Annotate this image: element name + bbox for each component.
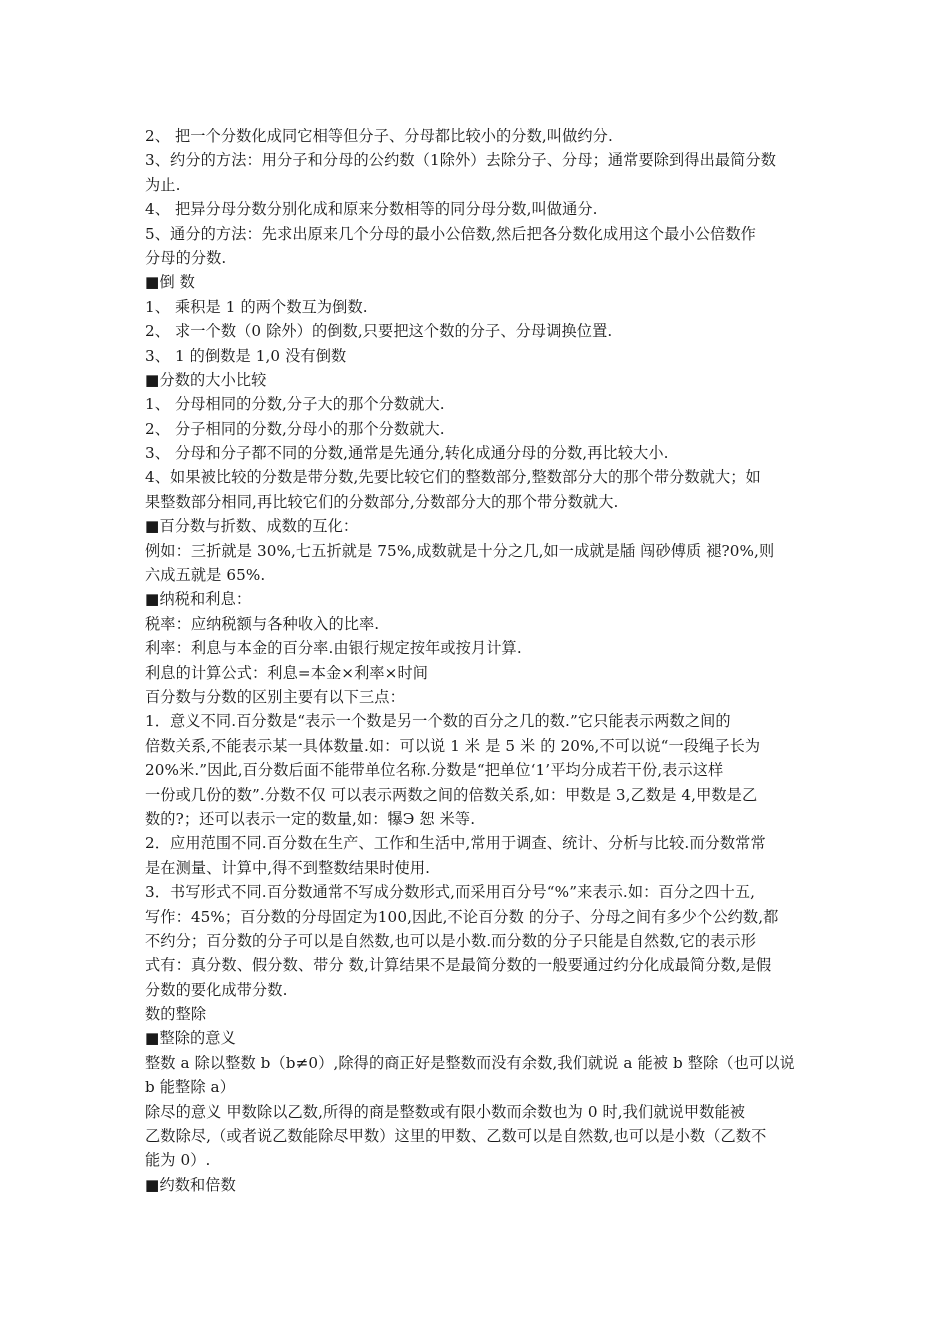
text-line: 数的?；还可以表示一定的数量,如：犦Э 恕 米等. — [145, 809, 476, 828]
text-line: 不约分；百分数的分子可以是自然数,也可以是小数.而分数的分子只能是自然数,它的表示形 — [145, 931, 756, 950]
text-line: 利息的计算公式：利息=本金×利率×时间 — [145, 663, 429, 682]
section-heading-divisibility: 数的整除 — [145, 1005, 207, 1024]
text-line: 分母的分数. — [145, 248, 227, 267]
text-line: 3、约分的方法：用分子和分母的公约数（1除外）去除分子、分母；通常要除到得出最简分数 — [145, 151, 777, 170]
text-line: 5、通分的方法：先求出原来几个分母的最小公倍数,然后把各分数化成用这个最小公倍数作 — [145, 224, 756, 243]
text-line: 税率：应纳税额与各种收入的比率. — [145, 614, 380, 633]
text-line: 倍数关系,不能表示某一具体数量.如：可以说 1 米 是 5 米 的 20%,不可以说“一段绳子长为 — [145, 736, 761, 755]
text-line: 分数的要化成带分数. — [145, 980, 288, 999]
text-line: 能为 0）. — [145, 1151, 211, 1170]
section-heading-tax-interest: ■纳税和利息： — [145, 590, 252, 609]
text-line: 2、 分子相同的分数,分母小的那个分数就大. — [145, 419, 445, 438]
text-line: 是在测量、计算中,得不到整数结果时使用. — [145, 858, 431, 877]
text-line: 例如：三折就是 30%,七五折就是 75%,成数就是十分之几,如一成就是牐 闯砂傅质 褪?0%,则 — [145, 541, 775, 560]
text-line: 利率：利息与本金的百分率.由银行规定按年或按月计算. — [145, 639, 522, 658]
text-line: 为止. — [145, 175, 181, 194]
text-line: 果整数部分相同,再比较它们的分数部分,分数部分大的那个带分数就大. — [145, 492, 619, 511]
section-heading-reciprocal: ■倒 数 — [145, 273, 195, 292]
text-line: 3、 分母和分子都不同的分数,通常是先通分,转化成通分母的分数,再比较大小. — [145, 444, 669, 463]
text-line: 4、如果被比较的分数是带分数,先要比较它们的整数部分,整数部分大的那个带分数就大；如 — [145, 468, 761, 487]
text-line: 整数 a 除以整数 b（b≠0）,除得的商正好是整数而没有余数,我们就说 a 能被 b 整除（也可以说 — [145, 1053, 795, 1072]
text-line: 2、 求一个数（0 除外）的倒数,只要把这个数的分子、分母调换位置. — [145, 322, 613, 341]
section-heading-fraction-comparison: ■分数的大小比较 — [145, 370, 267, 389]
text-line: 1、 乘积是 1 的两个数互为倒数. — [145, 297, 368, 316]
text-line: 20%米.”因此,百分数后面不能带单位名称.分数是“把单位‘1’平均分成若干份,表示这样 — [145, 761, 724, 780]
section-heading-factors-multiples: ■约数和倍数 — [145, 1175, 236, 1194]
text-line: 3．书写形式不同.百分数通常不写成分数形式,而采用百分号“%”来表示.如：百分之四十五, — [145, 883, 756, 902]
text-line: 写作：45%；百分数的分母固定为100,因此,不论百分数 的分子、分母之间有多少个公约数,都 — [145, 907, 779, 926]
text-line: 1、 分母相同的分数,分子大的那个分数就大. — [145, 395, 445, 414]
text-line: 3、 1 的倒数是 1,0 没有倒数 — [145, 346, 347, 365]
text-line: 1．意义不同.百分数是“表示一个数是另一个数的百分之几的数.”它只能表示两数之间的 — [145, 712, 731, 731]
text-line: 百分数与分数的区别主要有以下三点： — [145, 687, 405, 706]
text-line: 4、 把异分母分数分别化成和原来分数相等的同分母分数,叫做通分. — [145, 200, 598, 219]
section-heading-divisibility-meaning: ■整除的意义 — [145, 1029, 236, 1048]
text-line: 式有：真分数、假分数、带分 数,计算结果不是最简分数的一般要通过约分化成最简分数,是假 — [145, 956, 772, 975]
text-line: b 能整除 a） — [145, 1078, 235, 1097]
text-line: 2．应用范围不同.百分数在生产、工作和生活中,常用于调查、统计、分析与比较.而分数常常 — [145, 834, 766, 853]
text-line: 除尽的意义 甲数除以乙数,所得的商是整数或有限小数而余数也为 0 时,我们就说甲数能被 — [145, 1102, 746, 1121]
text-line: 乙数除尽,（或者说乙数能除尽甲数）这里的甲数、乙数可以是自然数,也可以是小数（乙数不 — [145, 1127, 767, 1146]
text-line: 六成五就是 65%. — [145, 566, 266, 585]
document-body — [145, 124, 811, 1197]
section-heading-percent-conversion: ■百分数与折数、成数的互化： — [145, 517, 359, 536]
text-line: 2、 把一个分数化成同它相等但分子、分母都比较小的分数,叫做约分. — [145, 127, 613, 145]
text-line: 一份或几份的数”.分数不仅 可以表示两数之间的倍数关系,如：甲数是 3,乙数是 4,甲数是乙 — [145, 785, 758, 804]
